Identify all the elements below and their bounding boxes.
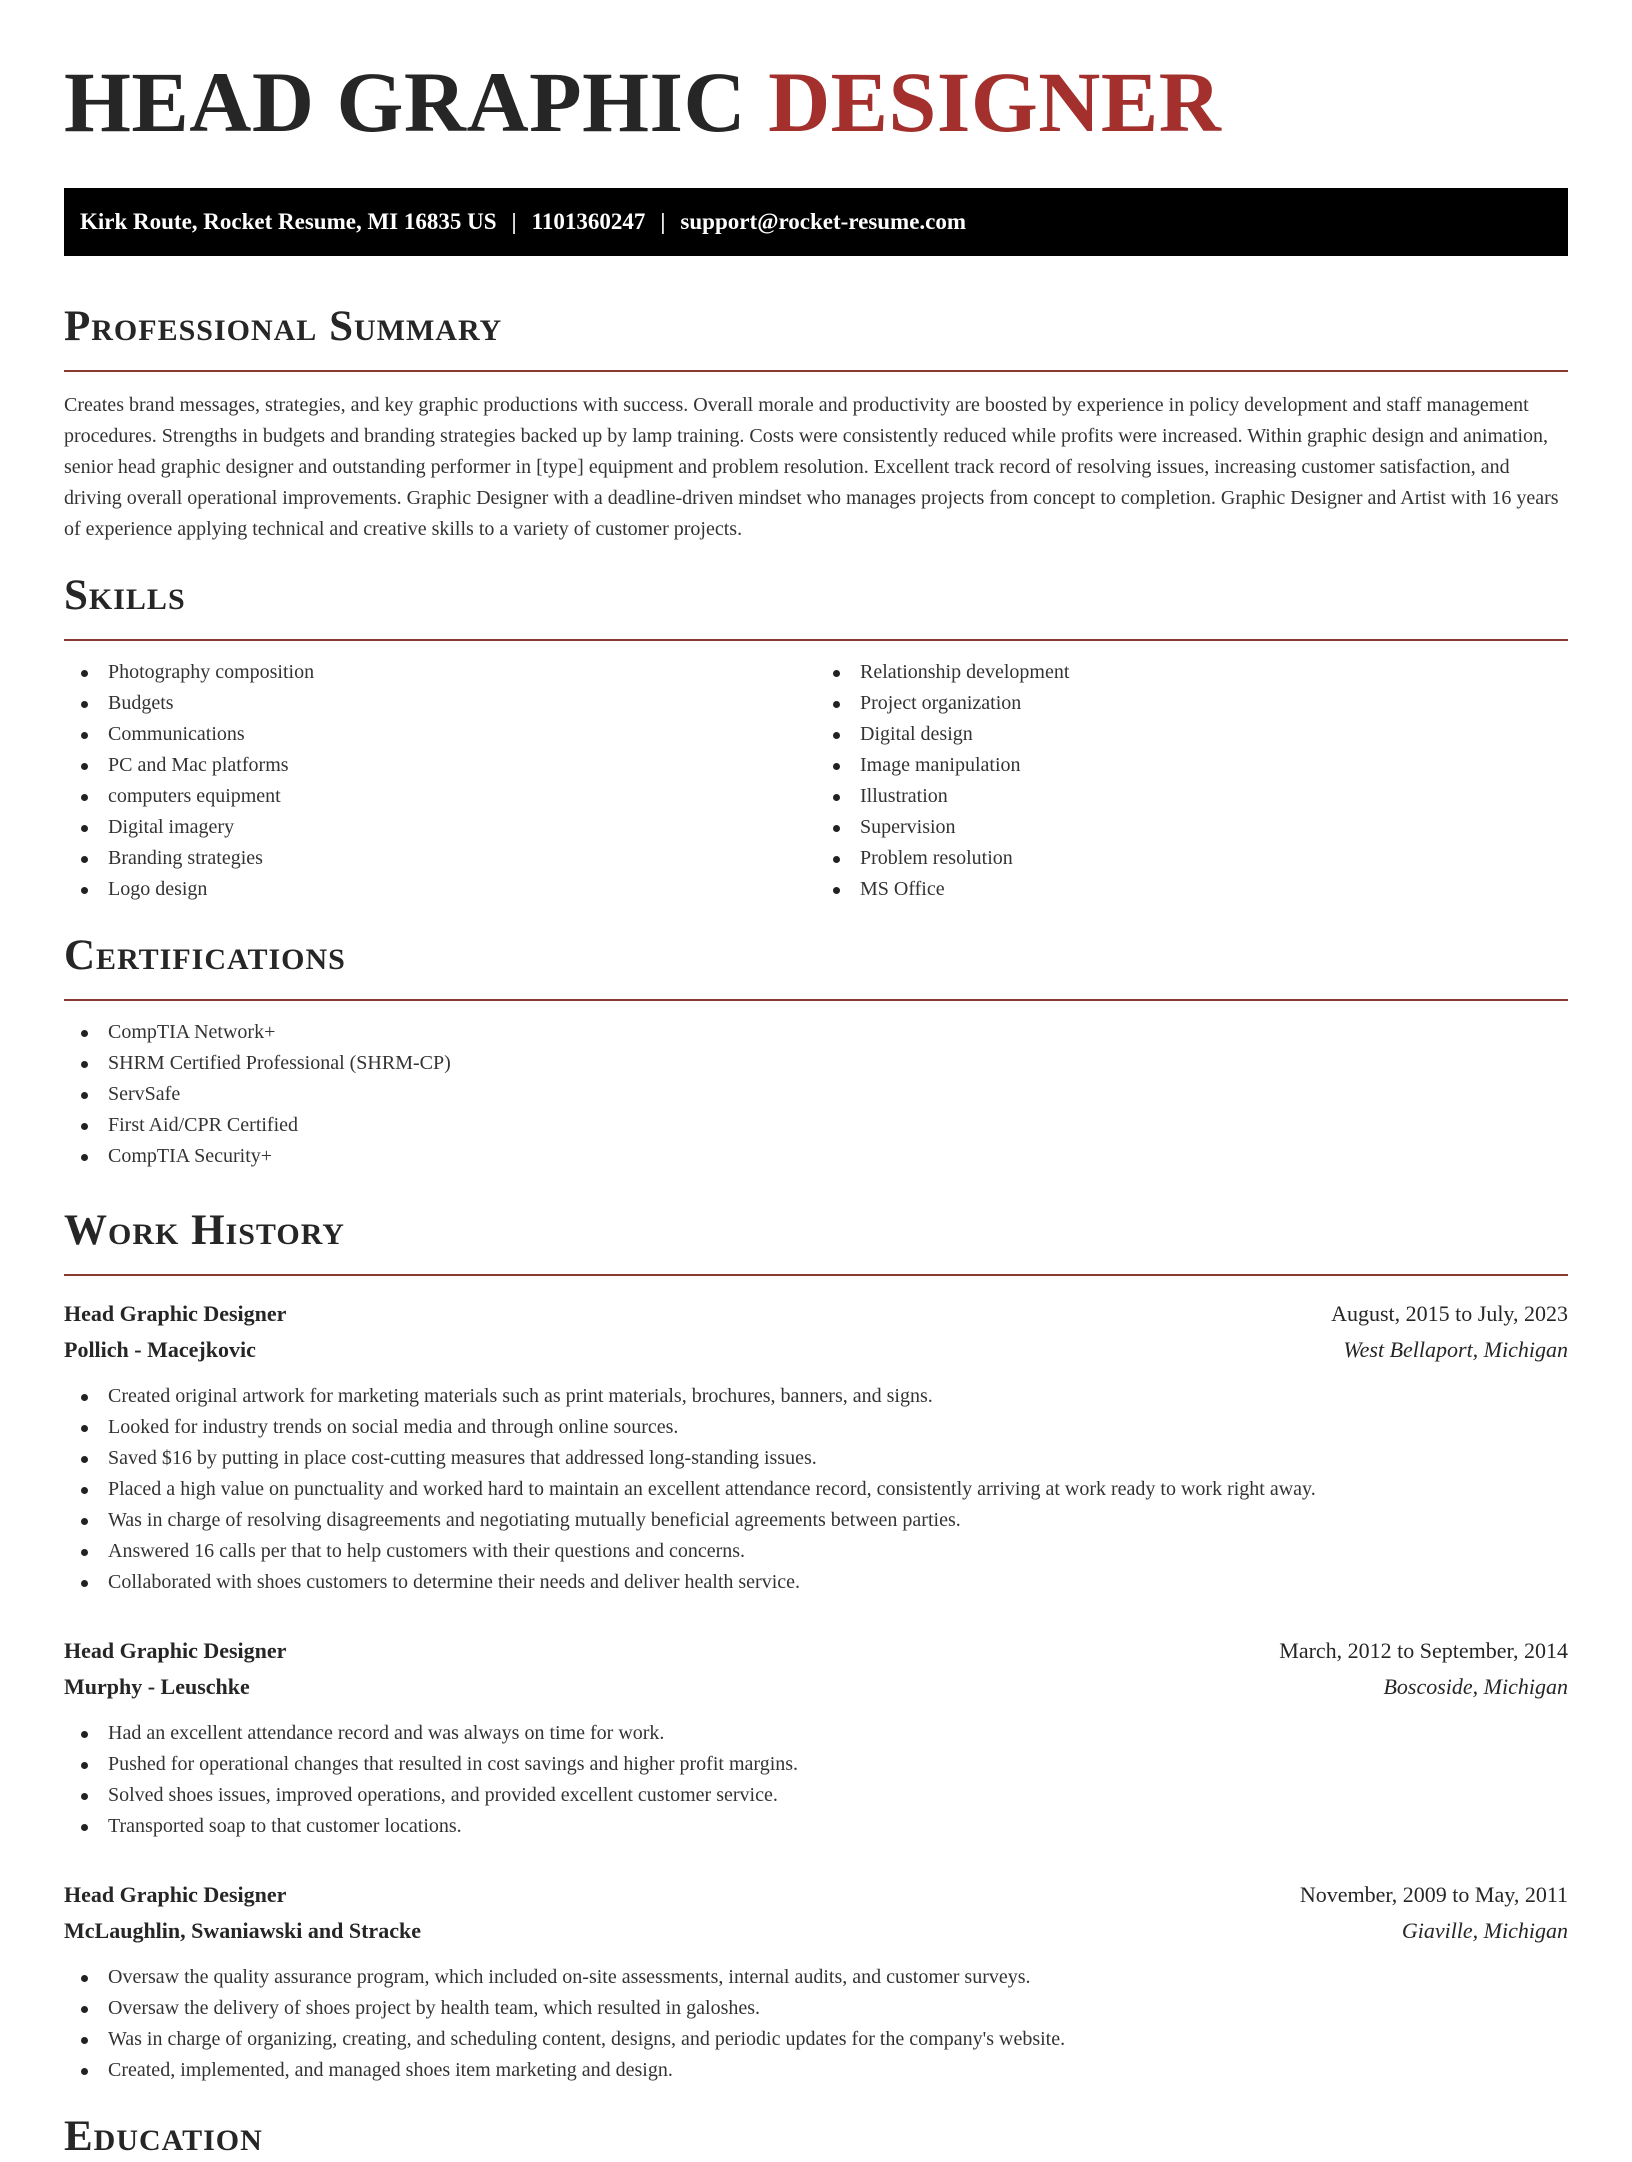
work-history-list	[64, 1296, 1568, 2086]
list-item-text: Supervision	[860, 816, 956, 838]
list-item-text: First Aid/CPR Certified	[108, 1114, 299, 1136]
list-item	[64, 1017, 1568, 1048]
section-divider	[64, 639, 1568, 641]
list-item-text: Solved shoes issues, improved operations, and provided excellent customer service.	[108, 1784, 778, 1806]
bullet-icon	[81, 1487, 88, 1494]
job-dates: August, 2015 to July, 2023	[1331, 1301, 1568, 1326]
list-item-text: Branding strategies	[108, 847, 263, 869]
bullet-icon	[833, 670, 840, 677]
list-item	[816, 843, 1568, 874]
list-item	[64, 1780, 1568, 1811]
list-item	[64, 781, 816, 812]
list-item-text: Budgets	[108, 692, 174, 714]
list-item-text: MS Office	[860, 878, 945, 900]
job-title: Head Graphic Designer	[64, 1882, 287, 1907]
bullet-icon	[833, 701, 840, 708]
section-divider	[64, 370, 1568, 372]
list-item	[64, 1443, 1568, 1474]
bullet-icon	[81, 887, 88, 894]
list-item	[64, 1993, 1568, 2024]
summary-heading: Professional Summary	[64, 303, 503, 350]
list-item-text: Project organization	[860, 692, 1022, 714]
education-heading: Education	[64, 2113, 263, 2160]
list-item	[64, 1110, 1568, 1141]
contact-separator: |	[660, 209, 666, 234]
list-item	[64, 1141, 1568, 1172]
job-entry	[64, 1633, 1568, 1842]
job-dates: March, 2012 to September, 2014	[1279, 1638, 1568, 1663]
list-item	[816, 781, 1568, 812]
list-item-text: Transported soap to that customer locations.	[108, 1815, 462, 1837]
bullet-icon	[81, 1030, 88, 1037]
job-entry	[64, 1296, 1568, 1598]
list-item	[64, 1718, 1568, 1749]
list-item	[64, 1962, 1568, 1993]
list-item-text: Digital design	[860, 723, 973, 745]
bullet-icon	[81, 1123, 88, 1130]
bullet-icon	[81, 1731, 88, 1738]
list-item	[64, 1567, 1568, 1598]
job-duties-list	[64, 1962, 1568, 2086]
list-item-text: computers equipment	[108, 785, 281, 807]
list-item	[64, 1079, 1568, 1110]
section-divider	[64, 999, 1568, 1001]
list-item	[64, 1474, 1568, 1505]
certifications-list	[64, 1017, 1568, 1172]
list-item-text: Communications	[108, 723, 245, 745]
list-item	[64, 1048, 1568, 1079]
bullet-icon	[81, 825, 88, 832]
list-item-text: Placed a high value on punctuality and worked hard to maintain an excellent attendance record, consistently arriving at work ready to work right away.	[108, 1478, 1316, 1500]
contact-phone: 1101360247	[531, 209, 646, 234]
list-item-text: Was in charge of resolving disagreements and negotiating mutually beneficial agreements between parties.	[108, 1509, 961, 1531]
list-item-text: Answered 16 calls per that to help customers with their questions and concerns.	[108, 1540, 746, 1562]
contact-bar	[64, 188, 1568, 256]
title-last: DESIGNER	[768, 54, 1222, 150]
job-title: Head Graphic Designer	[64, 1301, 287, 1326]
list-item-text: CompTIA Security+	[108, 1145, 273, 1167]
bullet-icon	[81, 1425, 88, 1432]
list-item	[816, 874, 1568, 905]
certifications-heading: Certifications	[64, 932, 346, 979]
list-item	[64, 1749, 1568, 1780]
job-duties-list	[64, 1718, 1568, 1842]
list-item-text: Image manipulation	[860, 754, 1021, 776]
list-item-text: CompTIA Network+	[108, 1021, 276, 1043]
bullet-icon	[81, 1456, 88, 1463]
list-item-text: Oversaw the quality assurance program, which included on-site assessments, internal audits, and customer surveys.	[108, 1966, 1031, 1988]
job-company: McLaughlin, Swaniawski and Stracke	[64, 1918, 421, 1943]
bullet-icon	[81, 763, 88, 770]
list-item	[816, 657, 1568, 688]
list-item-text: SHRM Certified Professional (SHRM-CP)	[108, 1052, 451, 1074]
list-item	[64, 1811, 1568, 1842]
list-item	[64, 719, 816, 750]
bullet-icon	[81, 1061, 88, 1068]
summary-text: Creates brand messages, strategies, and key graphic productions with success. Overall morale and productivity are boosted by experience in policy development and staff management procedures. Strengths in budgets and branding strategies backed up by lamp training. Costs were consistently reduced while profits were increased. Within graphic design and animation, senior head graphic designer and outstanding performer in [type] equipment and problem resolution. Excellent track record of resolving issues, increasing customer satisfaction, and driving overall operational improvements. Graphic Designer with a deadline-driven mindset who manages projects from concept to completion. Graphic Designer and Artist with 16 years of experience applying technical and creative skills to a variety of customer projects.	[64, 394, 1559, 540]
list-item	[64, 843, 816, 874]
list-item	[64, 2024, 1568, 2055]
job-location: Boscoside, Michigan	[1383, 1674, 1568, 1699]
bullet-icon	[81, 1793, 88, 1800]
bullet-icon	[81, 701, 88, 708]
list-item-text: Created, implemented, and managed shoes item marketing and design.	[108, 2059, 673, 2081]
job-location: West Bellaport, Michigan	[1343, 1337, 1568, 1362]
job-title: Head Graphic Designer	[64, 1638, 287, 1663]
list-item-text: Oversaw the delivery of shoes project by health team, which resulted in galoshes.	[108, 1997, 761, 2019]
contact-address: Kirk Route, Rocket Resume, MI 16835 US	[80, 209, 497, 234]
list-item	[64, 2055, 1568, 2086]
list-item-text: Digital imagery	[108, 816, 235, 838]
skills-columns	[64, 657, 1568, 905]
bullet-icon	[833, 856, 840, 863]
job-duties-list	[64, 1381, 1568, 1598]
bullet-icon	[81, 2006, 88, 2013]
list-item-text: Photography composition	[108, 661, 315, 683]
bullet-icon	[81, 1549, 88, 1556]
bullet-icon	[81, 856, 88, 863]
bullet-icon	[81, 1975, 88, 1982]
list-item-text: ServSafe	[108, 1083, 181, 1105]
list-item	[64, 750, 816, 781]
bullet-icon	[81, 670, 88, 677]
bullet-icon	[833, 825, 840, 832]
bullet-icon	[81, 1092, 88, 1099]
contact-email: support@rocket-resume.com	[680, 209, 967, 234]
bullet-icon	[81, 1762, 88, 1769]
list-item-text: Looked for industry trends on social media and through online sources.	[108, 1416, 679, 1438]
list-item-text: Saved $16 by putting in place cost-cutting measures that addressed long-standing issues.	[108, 1447, 817, 1469]
list-item	[64, 1536, 1568, 1567]
list-item	[64, 1381, 1568, 1412]
bullet-icon	[81, 1518, 88, 1525]
bullet-icon	[833, 763, 840, 770]
bullet-icon	[833, 794, 840, 801]
bullet-icon	[81, 794, 88, 801]
job-dates: November, 2009 to May, 2011	[1299, 1882, 1568, 1907]
list-item-text: Created original artwork for marketing materials such as print materials, brochures, banners, and signs.	[108, 1385, 933, 1407]
list-item	[816, 719, 1568, 750]
skills-list-right	[816, 657, 1568, 905]
bullet-icon	[81, 2037, 88, 2044]
bullet-icon	[81, 1154, 88, 1161]
list-item-text: Collaborated with shoes customers to determine their needs and deliver health service.	[108, 1571, 801, 1593]
bullet-icon	[81, 732, 88, 739]
list-item-text: Pushed for operational changes that resulted in cost savings and higher profit margins.	[108, 1753, 799, 1775]
list-item	[64, 812, 816, 843]
section-divider	[64, 1274, 1568, 1276]
list-item	[64, 657, 816, 688]
list-item	[64, 1505, 1568, 1536]
list-item-text: Illustration	[860, 785, 948, 807]
contact-separator: |	[511, 209, 517, 234]
list-item-text: Relationship development	[860, 661, 1070, 683]
bullet-icon	[81, 2068, 88, 2075]
bullet-icon	[81, 1824, 88, 1831]
list-item-text: Had an excellent attendance record and was always on time for work.	[108, 1722, 665, 1744]
job-company: Pollich - Macejkovic	[64, 1337, 256, 1362]
list-item-text: Logo design	[108, 878, 208, 900]
list-item	[64, 688, 816, 719]
skills-heading: Skills	[64, 572, 186, 619]
job-entry	[64, 1877, 1568, 2086]
list-item	[816, 688, 1568, 719]
list-item-text: Was in charge of organizing, creating, and scheduling content, designs, and periodic updates for the company's website.	[108, 2028, 1066, 2050]
job-location: Giaville, Michigan	[1401, 1918, 1568, 1943]
list-item-text: PC and Mac platforms	[108, 754, 289, 776]
list-item	[816, 812, 1568, 843]
list-item	[64, 1412, 1568, 1443]
job-company: Murphy - Leuschke	[64, 1674, 250, 1699]
bullet-icon	[81, 1580, 88, 1587]
list-item	[64, 874, 816, 905]
list-item	[816, 750, 1568, 781]
bullet-icon	[833, 887, 840, 894]
work-history-heading: Work History	[64, 1207, 345, 1254]
skills-list-left	[64, 657, 816, 905]
bullet-icon	[81, 1394, 88, 1401]
title-first: HEAD GRAPHIC	[64, 54, 747, 150]
resume-title	[64, 0, 1568, 152]
bullet-icon	[833, 732, 840, 739]
list-item-text: Problem resolution	[860, 847, 1013, 869]
